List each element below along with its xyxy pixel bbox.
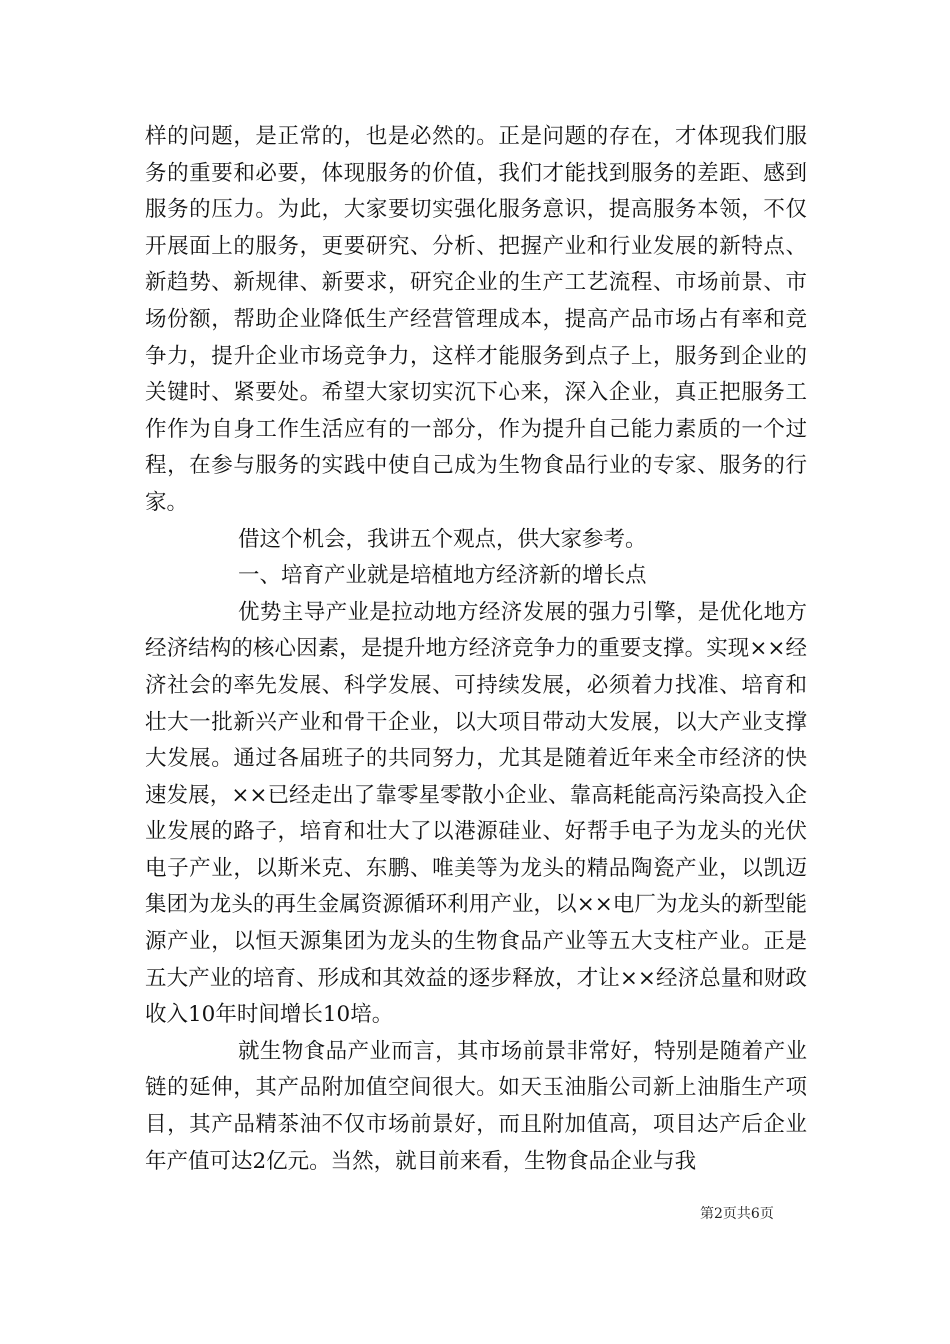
paragraph-continuation: 样的问题，是正常的，也是必然的。正是问题的存在，才体现我们服务的重要和必要，体现服务的价值，我们才能找到服务的差距、感到服务的压力。为此，大家要切实强化服务意识，提高服务本领，不仅开展面上的服务，更要研究、分析、把握产业和行业发展的新特点、新趋势、新规律、新要求，研究企业的生产工艺流程、市场前景、市场份额，帮助企业降低生产经营管理成本，提高产品市场占有率和竞争力，提升企业市场竞争力，这样才能服务到点子上，服务到企业的关键时、紧要处。希望大家切实沉下心来，深入企业，真正把服务工作作为自身工作生活应有的一部分，作为提升自己能力素质的一个过程，在参与服务的实践中使自己成为生物食品行业的专家、服务的行家。 [145, 124, 807, 515]
paragraph-industry: 优势主导产业是拉动地方经济发展的强力引擎，是优化地方经济结构的核心因素，是提升地方经济竞争力的重要支撑。实现××经济社会的率先发展、科学发展、可持续发展，必须着力找准、培育和壮大一批新兴产业和骨干企业，以大项目带动大发展，以大产业支撑大发展。通过各届班子的共同努力，尤其是随着近年来全市经济的快速发展，××已经走出了靠零星零散小企业、靠高耗能高污染高投入企业发展的路子，培育和壮大了以港源硅业、好帮手电子为龙头的光伏电子产业，以斯米克、东鹏、唯美等为龙头的精品陶瓷产业，以凯迈集团为龙头的再生金属资源循环利用产业，以××电厂为龙头的新型能源产业，以恒天源集团为龙头的生物食品产业等五大支柱产业。正是五大产业的培育、形成和其效益的逐步释放，才让××经济总量和财政收入10年时间增长10培。 [145, 599, 807, 1028]
paragraph-bio-food: 就生物食品产业而言，其市场前景非常好，特别是随着产业链的延伸，其产品附加值空间很大。如天玉油脂公司新上油脂生产项目，其产品精茶油不仅市场前景好，而且附加值高，项目达产后企业年产值可达2亿元。当然，就目前来看，生物食品企业与我 [145, 1038, 807, 1174]
page-number: 第2页共6页 [700, 1206, 774, 1222]
section-heading: 一、培育产业就是培植地方经济新的增长点 [238, 563, 647, 589]
paragraph-intro: 借这个机会，我讲五个观点，供大家参考。 [238, 526, 647, 552]
document-body [145, 119, 807, 1180]
